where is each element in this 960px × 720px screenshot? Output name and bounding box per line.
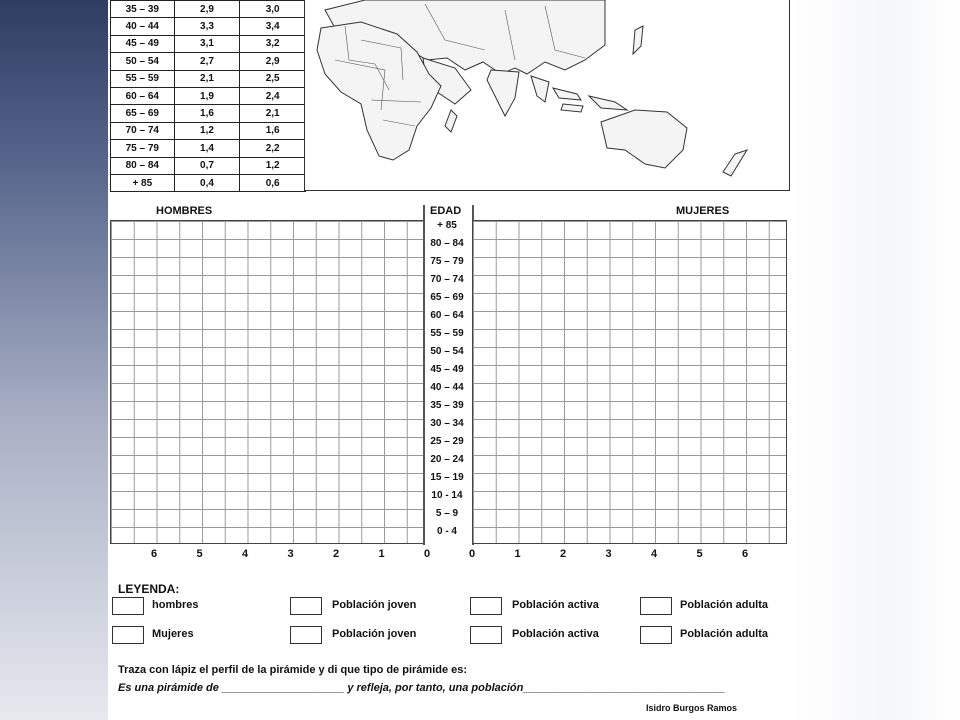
data-table-row xyxy=(111,122,306,139)
legend-title: LEYENDA: xyxy=(118,582,180,596)
data-table-cell-men: 0,4 xyxy=(174,174,240,191)
age-group-label: + 85 xyxy=(437,220,457,231)
women-axis-tick: 3 xyxy=(605,548,612,560)
data-table-row xyxy=(111,35,306,52)
women-axis-tick: 4 xyxy=(650,548,658,560)
age-divider-left xyxy=(423,205,425,545)
data-table-cell-age: 35 – 39 xyxy=(111,1,175,18)
women-axis-tick: 2 xyxy=(559,548,567,560)
age-group-label: 60 – 64 xyxy=(430,310,464,321)
data-table-cell-age: 75 – 79 xyxy=(111,140,175,157)
world-map xyxy=(304,0,790,191)
legend-box-poblacion-adulta-1[interactable] xyxy=(640,597,672,615)
data-table-row xyxy=(111,87,306,104)
data-table-row xyxy=(111,105,306,122)
age-group-label: 20 – 24 xyxy=(430,454,464,465)
age-group-label: 75 – 79 xyxy=(430,256,464,267)
data-table-cell-age: 70 – 74 xyxy=(111,122,175,139)
data-table-cell-men: 2,1 xyxy=(174,70,240,87)
legend-box-poblacion-joven-2[interactable] xyxy=(290,626,322,644)
men-axis-tick: 4 xyxy=(241,548,249,560)
data-table-cell-age: + 85 xyxy=(111,174,175,191)
women-axis-tick: 0 xyxy=(468,548,476,560)
age-group-label: 5 – 9 xyxy=(435,508,459,519)
legend-label-poblacion-activa-2: Población activa xyxy=(512,628,599,640)
data-table-cell-women: 1,6 xyxy=(240,122,306,139)
age-group-label: 25 – 29 xyxy=(430,436,464,447)
age-group-label: 0 - 4 xyxy=(436,526,457,537)
age-group-label: 45 – 49 xyxy=(430,364,464,375)
data-table-row xyxy=(111,18,306,35)
data-table-cell-men: 2,7 xyxy=(174,53,240,70)
legend-label-poblacion-adulta-2: Población adulta xyxy=(680,628,769,640)
data-table-row xyxy=(111,53,306,70)
women-axis-tick: 1 xyxy=(514,548,521,560)
legend-label-mujeres: Mujeres xyxy=(152,628,194,640)
data-table-cell-women: 2,4 xyxy=(240,87,306,104)
author-credit: Isidro Burgos Ramos xyxy=(646,703,738,713)
men-axis-tick: 2 xyxy=(332,548,340,560)
age-group-label: 40 – 44 xyxy=(430,382,464,393)
age-group-label: 80 – 84 xyxy=(430,238,464,249)
instruction-line-1: Traza con lápiz el perfil de la pirámide y di que tipo de pirámide es: xyxy=(118,664,468,676)
data-table-cell-women: 2,2 xyxy=(240,140,306,157)
data-table-cell-women: 3,4 xyxy=(240,18,306,35)
data-table-cell-women: 2,5 xyxy=(240,70,306,87)
women-axis-tick: 6 xyxy=(741,548,749,560)
legend-label-poblacion-adulta-1: Población adulta xyxy=(680,599,769,611)
data-table-row xyxy=(111,140,306,157)
age-column xyxy=(422,220,472,544)
world-map-drawing xyxy=(305,0,789,190)
data-table-cell-age: 50 – 54 xyxy=(111,53,175,70)
data-table-cell-age: 65 – 69 xyxy=(111,105,175,122)
legend-box-poblacion-activa-2[interactable] xyxy=(470,626,502,644)
data-table-row xyxy=(111,157,306,174)
age-group-label: 30 – 34 xyxy=(430,418,464,429)
age-group-label: 55 – 59 xyxy=(430,328,464,339)
age-header: EDAD xyxy=(430,205,462,217)
legend-box-hombres[interactable] xyxy=(112,597,144,615)
data-table-cell-age: 40 – 44 xyxy=(111,18,175,35)
men-axis-tick: 5 xyxy=(196,548,203,560)
data-table-cell-men: 3,1 xyxy=(174,35,240,52)
data-table-cell-age: 45 – 49 xyxy=(111,35,175,52)
men-axis-tick: 0 xyxy=(423,548,431,560)
data-table-cell-men: 0,7 xyxy=(174,157,240,174)
age-group-label: 10 - 14 xyxy=(431,490,463,501)
age-group-label: 70 – 74 xyxy=(430,274,464,285)
legend-box-poblacion-activa-1[interactable] xyxy=(470,597,502,615)
data-table-row xyxy=(111,1,306,18)
data-table-row xyxy=(111,174,306,191)
right-panel xyxy=(790,0,960,720)
legend-label-poblacion-joven-1: Población joven xyxy=(332,599,417,611)
data-table-cell-men: 1,6 xyxy=(174,105,240,122)
data-table-cell-age: 80 – 84 xyxy=(111,157,175,174)
women-header: MUJERES xyxy=(676,205,730,217)
women-grid[interactable] xyxy=(472,220,787,544)
data-table-cell-women: 0,6 xyxy=(240,174,306,191)
women-axis-tick: 5 xyxy=(696,548,703,560)
data-table-cell-men: 1,9 xyxy=(174,87,240,104)
legend-box-poblacion-adulta-2[interactable] xyxy=(640,626,672,644)
legend-label-poblacion-joven-2: Población joven xyxy=(332,628,417,640)
data-table-cell-women: 1,2 xyxy=(240,157,306,174)
men-axis-tick: 6 xyxy=(150,548,158,560)
data-table-cell-men: 1,4 xyxy=(174,140,240,157)
data-table-cell-women: 3,0 xyxy=(240,1,306,18)
data-table-cell-age: 55 – 59 xyxy=(111,70,175,87)
population-data-table xyxy=(110,0,306,190)
men-grid[interactable] xyxy=(110,220,424,544)
age-group-label: 15 – 19 xyxy=(430,472,464,483)
data-table-cell-men: 1,2 xyxy=(174,122,240,139)
legend-box-mujeres[interactable] xyxy=(112,626,144,644)
data-table-cell-age: 60 – 64 xyxy=(111,87,175,104)
data-table-cell-men: 3,3 xyxy=(174,18,240,35)
men-axis-tick: 3 xyxy=(287,548,294,560)
data-table-cell-men: 2,9 xyxy=(174,1,240,18)
age-group-label: 65 – 69 xyxy=(430,292,464,303)
worksheet-page xyxy=(108,0,790,720)
men-axis-tick: 1 xyxy=(378,548,385,560)
age-group-label: 50 – 54 xyxy=(430,346,464,357)
data-table-cell-women: 2,1 xyxy=(240,105,306,122)
data-table-cell-women: 2,9 xyxy=(240,53,306,70)
instruction-line-2[interactable]: Es una pirámide de ____________________ y refleja, por tanto, una población_________________________________ xyxy=(118,682,726,694)
data-table-row xyxy=(111,70,306,87)
legend-box-poblacion-joven-1[interactable] xyxy=(290,597,322,615)
data-table-cell-women: 3,2 xyxy=(240,35,306,52)
legend-label-hombres: hombres xyxy=(152,599,199,611)
men-header: HOMBRES xyxy=(156,205,213,217)
legend-label-poblacion-activa-1: Población activa xyxy=(512,599,599,611)
age-group-label: 35 – 39 xyxy=(430,400,464,411)
